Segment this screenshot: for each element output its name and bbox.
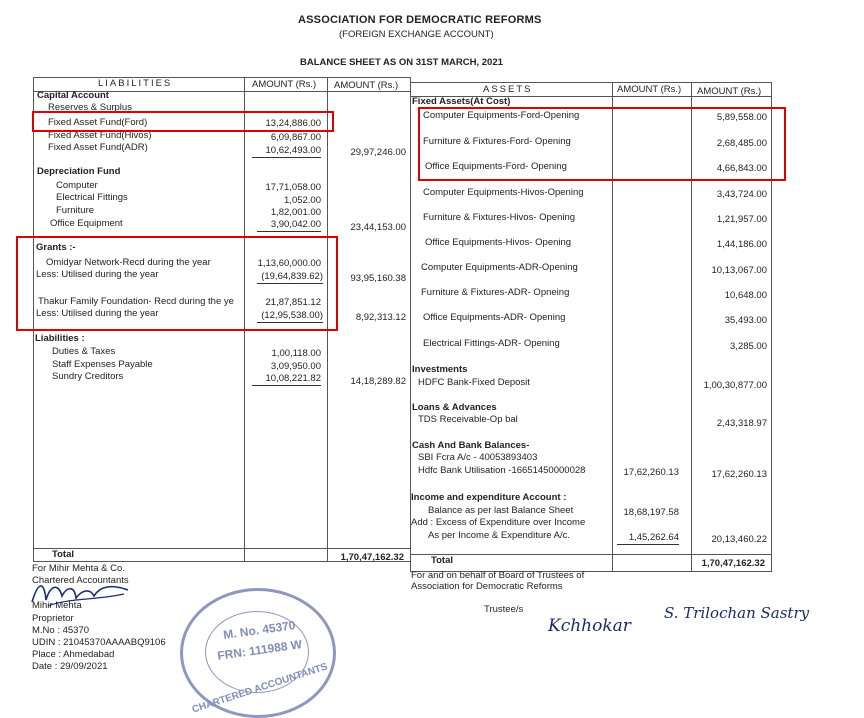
ie-heading: Income and expenditure Account : — [411, 492, 567, 503]
auditor-stamp — [180, 588, 336, 718]
liabilities-heading: LIABILITIES — [98, 78, 173, 89]
duties-amount: 1,00,118.00 — [271, 348, 321, 359]
highlight-ford-assets — [418, 107, 786, 181]
omidyar-total: 93,95,160.38 — [350, 273, 406, 284]
stamp-membership: M. No. 45370 — [222, 618, 297, 642]
trustee-signature-1: S. Trilochan Sastry — [664, 604, 810, 622]
cash-total: 17,62,260.13 — [711, 469, 767, 480]
liabilities-col1-header: AMOUNT (Rs.) — [252, 79, 317, 90]
ie-balance-amount: 18,68,197.58 — [623, 507, 679, 518]
asset-row-amount: 3,285.00 — [730, 341, 767, 352]
dep-furniture-label: Furniture — [56, 205, 95, 216]
hdfc-util-amount: 17,62,260.13 — [623, 467, 679, 478]
dep-computer-amount: 17,71,058.00 — [265, 182, 321, 193]
fund-hivos-label: Fixed Asset Fund(Hivos) — [48, 130, 152, 141]
fixed-assets-heading: Fixed Assets(At Cost) — [412, 96, 511, 107]
asset-row-label: Furniture & Fixtures-Hivos- Opening — [423, 212, 576, 223]
dep-electrical-amount: 1,052.00 — [284, 195, 321, 206]
liabilities-subheading: Liabilities : — [35, 333, 85, 344]
dep-total: 23,44,153.00 — [350, 222, 406, 233]
sheet-title: BALANCE SHEET AS ON 31ST MARCH, 2021 — [300, 57, 503, 68]
less-utilised-1-label: Less: Utilised during the year — [36, 269, 159, 280]
cash-heading: Cash And Bank Balances- — [412, 440, 530, 451]
ie-total: 20,13,460.22 — [711, 534, 767, 545]
asset-row-label: Computer Equipments-ADR-Opening — [421, 262, 578, 273]
dep-office-amount: 3,90,042.00 — [257, 219, 321, 232]
auditor-signature — [28, 576, 138, 610]
assets-col1-header: AMOUNT (Rs.) — [617, 84, 682, 95]
document-title: ASSOCIATION FOR DEMOCRATIC REFORMS — [298, 14, 542, 26]
auditor-role: Proprietor — [32, 613, 74, 624]
asset-row-amount: 10,13,067.00 — [711, 265, 767, 276]
liabilities-col2-header: AMOUNT (Rs.) — [334, 80, 399, 91]
highlight-grants — [16, 236, 338, 331]
tds-amount: 2,43,318.97 — [716, 418, 767, 429]
capital-total: 29,97,246.00 — [350, 147, 406, 158]
auditor-designation: Chartered Accountants — [32, 575, 129, 586]
asset-row-amount: 10,648.00 — [724, 290, 767, 301]
staff-label: Staff Expenses Payable — [52, 359, 153, 370]
fund-adr-amount: 10,62,493.00 — [252, 145, 321, 158]
ie-balance-label: Balance as per last Balance Sheet — [428, 505, 574, 516]
duties-label: Duties & Taxes — [52, 346, 116, 357]
liab-total: 14,18,289.82 — [350, 376, 406, 387]
asset-row-amount: 3,43,724.00 — [716, 189, 767, 200]
highlight-fixed-asset-fund-ford — [32, 111, 334, 132]
assets-total-label: Total — [431, 555, 453, 566]
stamp-frn: FRN: 111988 W — [216, 637, 303, 663]
assets-col2-header: AMOUNT (Rs.) — [697, 86, 762, 97]
fund-adr-label: Fixed Asset Fund(ADR) — [48, 142, 148, 153]
staff-amount: 3,09,950.00 — [270, 361, 321, 372]
asset-row-label: Furniture & Fixtures-ADR- Opneing — [421, 287, 570, 298]
depreciation-fund-heading: Depreciation Fund — [37, 166, 121, 177]
asset-row-amount: 4,66,843.00 — [716, 163, 767, 174]
assets-total-amount: 1,70,47,162.32 — [701, 558, 765, 569]
asset-row-label: Computer Equipments-Hivos-Opening — [423, 187, 584, 198]
dep-electrical-label: Electrical Fittings — [56, 192, 128, 203]
fund-ford-amount: 13,24,886.00 — [265, 118, 321, 129]
dep-computer-label: Computer — [56, 180, 98, 191]
asset-row-label: Office Equipments-Hivos- Opening — [425, 237, 572, 248]
asset-row-amount: 35,493.00 — [724, 315, 767, 326]
document-subtitle: (FOREIGN EXCHANGE ACCOUNT) — [339, 29, 494, 40]
stamp-ring-text: CHARTERED ACCOUNTANTS — [190, 661, 329, 716]
less-utilised-2-amount: (12,95,538.00) — [257, 310, 323, 323]
thakur-total: 8,92,313.12 — [355, 312, 406, 323]
ie-asper-amount: 1,45,262.64 — [617, 532, 679, 545]
assets-heading: ASSETS — [483, 84, 533, 95]
fund-hivos-amount: 6,09,867.00 — [270, 132, 321, 143]
trustees-label: Trustee/s — [484, 604, 524, 615]
sbi-label: SBI Fcra A/c - 40053893403 — [418, 452, 538, 463]
hdfc-util-label: Hdfc Bank Utilisation -16651450000028 — [418, 465, 586, 476]
asset-row-label: Furniture & Fixtures-Ford- Opening — [423, 136, 571, 147]
board-line-2: Association for Democratic Reforms — [411, 581, 563, 592]
auditor-firm: For Mihir Mehta & Co. — [32, 563, 125, 574]
auditor-udin: UDIN : 21045370AAAABQ9106 — [32, 637, 166, 648]
tds-label: TDS Receivable-Op bal — [418, 414, 518, 425]
fund-ford-label: Fixed Asset Fund(Ford) — [48, 117, 148, 128]
asset-row-label: Office Equipments-Ford- Opening — [425, 161, 567, 172]
auditor-name: Mihir Mehta — [32, 600, 82, 611]
grants-heading: Grants :- — [36, 242, 76, 253]
hdfc-fd-amount: 1,00,30,877.00 — [703, 380, 767, 391]
auditor-membership: M.No : 45370 — [32, 625, 90, 636]
investments-heading: Investments — [412, 364, 468, 375]
ie-asper-label: As per Income & Expenditure A/c. — [428, 530, 571, 541]
less-utilised-2-label: Less: Utilised during the year — [36, 308, 159, 319]
board-line-1: For and on behalf of Board of Trustees of — [411, 570, 585, 581]
capital-account-heading: Capital Account — [37, 90, 109, 101]
sundry-amount: 10,08,221.82 — [252, 373, 321, 386]
reserves-label: Reserves & Surplus — [48, 102, 132, 113]
asset-row-amount: 1,44,186.00 — [716, 239, 767, 250]
omidyar-label: Omidyar Network-Recd during the year — [46, 257, 211, 268]
asset-row-label: Computer Equipments-Ford-Opening — [423, 110, 580, 121]
auditor-date: Date : 29/09/2021 — [32, 661, 108, 672]
auditor-place: Place : Ahmedabad — [32, 649, 115, 660]
thakur-amount: 21,87,851.12 — [265, 297, 321, 308]
liabilities-total-amount: 1,70,47,162.32 — [340, 552, 404, 563]
asset-row-amount: 2,68,485.00 — [716, 138, 767, 149]
asset-row-amount: 5,89,558.00 — [716, 112, 767, 123]
loans-heading: Loans & Advances — [412, 402, 497, 413]
omidyar-amount: 1,13,60,000.00 — [257, 258, 321, 269]
liabilities-total-label: Total — [52, 549, 74, 560]
less-utilised-1-amount: (19,64,839.62) — [257, 271, 323, 284]
thakur-label: Thakur Family Foundation- Recd during the ye — [38, 296, 234, 307]
asset-row-amount: 1,21,957.00 — [716, 214, 767, 225]
asset-row-label: Office Equipments-ADR- Opening — [423, 312, 566, 323]
hdfc-fd-label: HDFC Bank-Fixed Deposit — [418, 377, 530, 388]
trustee-signature-2: Kchhokar — [548, 616, 631, 636]
ie-add-label: Add : Excess of Expenditure over Income — [411, 517, 586, 528]
sundry-label: Sundry Creditors — [52, 371, 124, 382]
dep-office-label: Office Equipment — [50, 218, 123, 229]
asset-row-label: Electrical Fittings-ADR- Opening — [423, 338, 560, 349]
dep-furniture-amount: 1,82,001.00 — [270, 207, 321, 218]
